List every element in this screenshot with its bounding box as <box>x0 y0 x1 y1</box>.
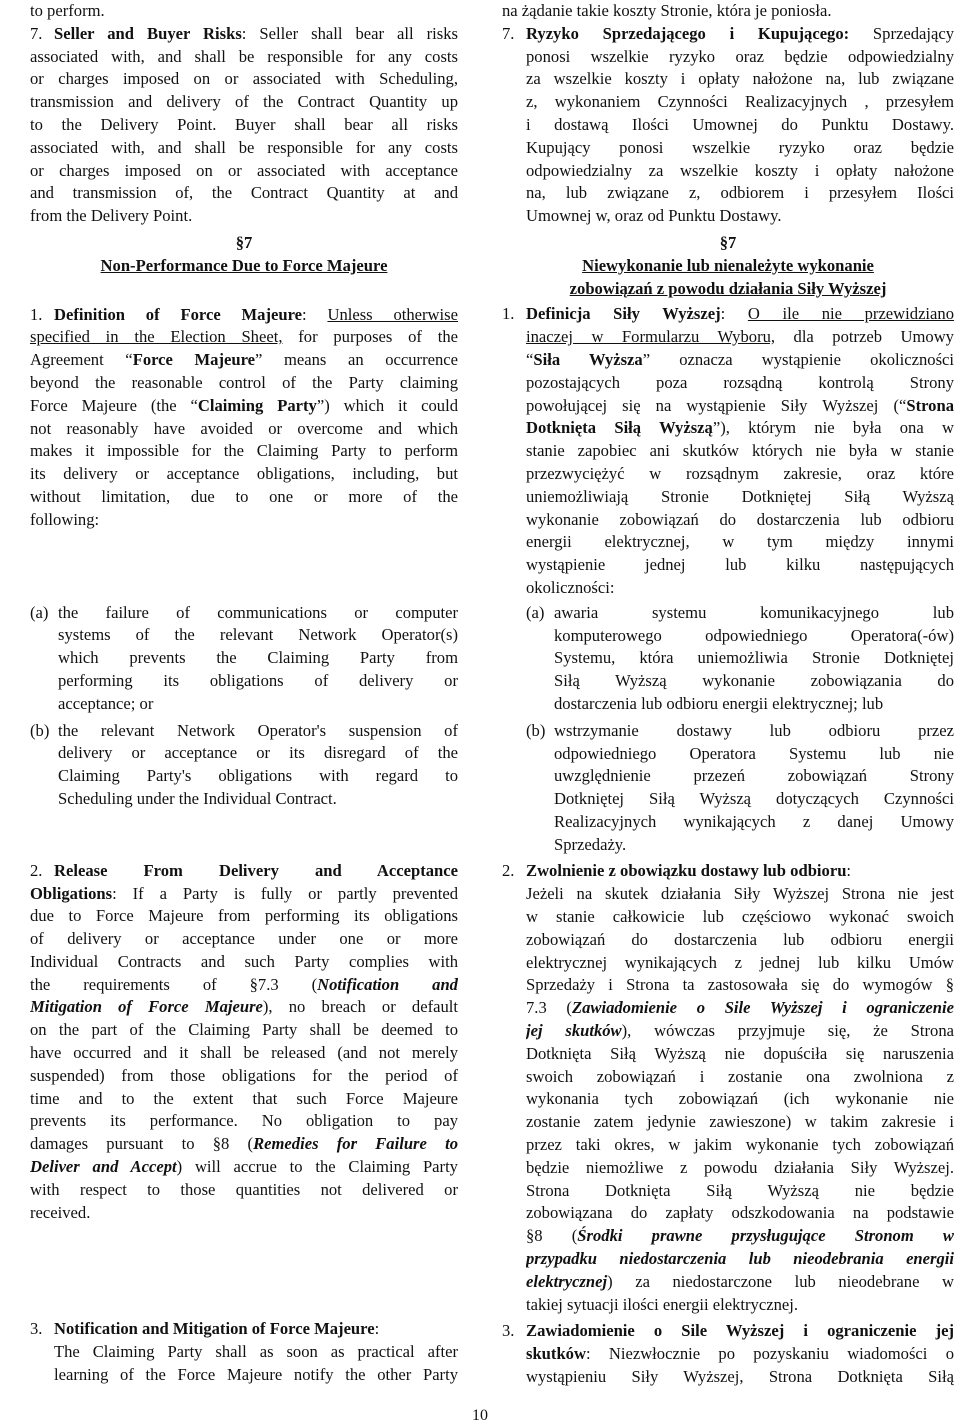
en-sub-b: (b) the relevant Network Operator's suspension of delivery or acceptance or its disregard of the Claiming Party's obligations with regard to Scheduling under the Individual Contract. <box>30 720 458 808</box>
en-sub-a: (a) the failure of communications or computer systems of the relevant Network Operator(s) which prevents the Claiming Party from performing its obligations of delivery or acceptance; or <box>30 602 458 713</box>
en-item-1-definition: 1. Definition of Force Majeure: Unless otherwise <box>30 304 458 324</box>
polish-column <box>502 0 954 1389</box>
english-column: to perform. 7. Seller and Buyer Risks: Seller shall bear all risks associated with, and shall be responsible for any costs or charges imposed on or associated with Scheduling, transmission and delivery of the Contract Quantity up to the Delivery Point. Buyer shall bear all risks associated with, and shall be responsible for any costs or charges imposed on or associated with acceptance and transmission of, the Contract Quantity at and from the Delivery Point. §7 Non-Performance Due to Force Majeure 1. Definition of Force Majeure: Unless otherwise specified in the Election Sheet, for purposes of the Agreement “Force Majeure” means an occurrence beyond the reasonable control of the Party claiming Force Majeure (the “Claiming Party”) which it could not reasonably have avoided or overcome and which makes it impossible for the Claiming Party to perform its delivery or acceptance obligations, including, but without limitation, due to one or more of the following: (a) the failure of communications or computer systems of the relevant Network Operator(s) which prevents the Claiming Party from performing its obligations of delivery or acceptance; or (b) the relevant Network Operator's suspension of delivery or acceptance or its disregard of the Claiming Party's obligations with regard to Scheduling under the Individual Contract. 2. Release From Delivery and Acceptance Obligations: If a Party is fully or partly prevented due to Force Majeure from performing its obligations of delivery or acceptance under one or more Individual Contracts and such Party complies with the requirements of §7.3 (Notification and Mitigation of Force Majeure), no breach or default on the part of the Claiming Party shall be deemed to have occurred and it shall be released (and not merely suspended) from those obligations for the period of time and to the extent that such Force Majeure prevents its performance. No obligation to pay damages pursuant to §8 (Remedies for Failure to Deliver and Accept) will accrue to the Claiming Party with respect to those quantities not delivered or received. 3. Notification and Mitigation of Force Majeure: The Claiming Party shall as soon as practical after learning of the Force Majeure notify the other Party <box>30 0 458 1387</box>
en-item-7-title: Seller and Buyer Risks <box>54 23 242 43</box>
continuation-text: to perform. <box>30 1 105 20</box>
en-item-7-number: 7. <box>30 23 43 43</box>
pl-section-title-2: zobowiązań z powodu działania Siły Wyższej <box>569 278 887 298</box>
en-section-number: §7 <box>235 232 253 252</box>
en-item-7: 7. Seller and Buyer Risks: Seller shall bear all risks <box>30 23 458 46</box>
page-number: 10 <box>472 1407 488 1424</box>
pl-item-2-release: 2. Zwolnienie z obowiązku dostawy lub odbioru: Jeżeli na skutek działania Siły Wyższej Strona nie jest w stanie całkowicie lub częściowo wykonać swoich zobowiązań do dostarczenia lub odbioru energii elektrycznej wynikających z jednej lub kilku Umów Sprzedaży i Strona ta zastosowała się do wymogów § 7.3 (Zawiadomienie o Sile Wyższej i ograniczenie jej skutków), wówczas przyjmuje się, że Strona Dotknięta Siłą Wyższą nie dopuściła się naruszenia swoich zobowiązań i zostanie ona zwolniona z wykonania tych zobowiązań (ich wykonanie nie zostanie zatem jedynie zawieszone) w takim zakresie i przez taki okres, w jakim wykonanie tych zobowiązań będzie niemożliwe z powodu działania Siły Wyższej. Strona Dotknięta Siłą Wyższą nie będzie zobowiązana do zapłaty odszkodowania na podstawie §8 (Środki prawne przysługujące Stronom w przypadku niedostarczenia lub nieodebrania energii elektrycznej) za niedostarczone lub nieodebrane w takiej sytuacji ilości energii elektrycznej. <box>502 861 954 1314</box>
en-item-2-release: 2. Release From Delivery and Acceptance <box>30 860 458 880</box>
pl-item-3-notification: 3. Zawiadomienie o Sile Wyższej i ograniczenie jej skutków: Niezwłocznie po pozyskaniu wiadomości o wystąpieniu Siły Wyższej, Strona Dotknięta Siłą <box>502 1321 954 1387</box>
pl-sub-a: (a) awaria systemu komunikacyjnego lub komputerowego odpowiedniego Operatora(-ów) Systemu, która uniemożliwia Stronie Dotkniętej Siłą Wyższą wykonanie zobowiązania do dostarczenia lub odbioru energii elektrycznej; lub <box>526 602 954 713</box>
en-item-3-notification: 3. Notification and Mitigation of Force Majeure: The Claiming Party shall as soon as practical after learning of the Force Majeure notify the other Party <box>30 1319 458 1385</box>
pl-continuation-text: na żądanie takie koszty Stronie, która je poniosła. <box>502 1 832 20</box>
pl-section-number: §7 <box>719 232 737 252</box>
pl-item-1-definition: 1. Definicja Siły Wyższej: O ile nie przewidziano inaczej w Formularzu Wyboru, dla potrzeb Umowy “Siła Wyższa” oznacza wystąpienie okoliczności pozostających poza rozsądną kontrolą Strony powołującej się na wystąpienie Siły Wyższej (“Strona Dotknięta Siłą Wyższą”), którym nie była ona w stanie zapobiec ani skutków których nie była w stanie przezwyciężyć w rozsądnym zakresie, oraz które uniemożliwiają Stronie Dotkniętej Siłą Wyższą wykonanie zobowiązań do dostarczenia lub odbioru energii elektrycznej, w tym między innymi wystąpienie jednej lub kilku następujących okoliczności: <box>502 304 954 597</box>
pl-section-title-1: Niewykonanie lub nienależyte wykonanie <box>582 255 874 275</box>
en-section-title: Non-Performance Due to Force Majeure <box>100 255 388 275</box>
pl-sub-b: (b) wstrzymanie dostawy lub odbioru przez odpowiedniego Operatora Systemu lub nie uwzględnienie przezeń zobowiązań Strony Dotkniętej Siłą Wyższą dotyczących Czynności Realizacyjnych wynikających z danej Umowy Sprzedaży. <box>526 720 954 854</box>
pl-item-7: 7. Ryzyko Sprzedającego i Kupującego: Sprzedający ponosi wszelkie ryzyko oraz będzie odpowiedzialny za wszelkie koszty i opłaty nałożone na, lub związane z, wykonaniem Czynności Realizacyjnych , przesyłem i dostawą Ilości Umownej do Punktu Dostawy. Kupujący ponosi wszelkie ryzyko oraz będzie odpowiedzialny za wszelkie koszty i opłaty nałożone na, lub związane z, odbiorem i przesyłem Ilości Umownej w, oraz od Punktu Dostawy. <box>502 23 954 226</box>
